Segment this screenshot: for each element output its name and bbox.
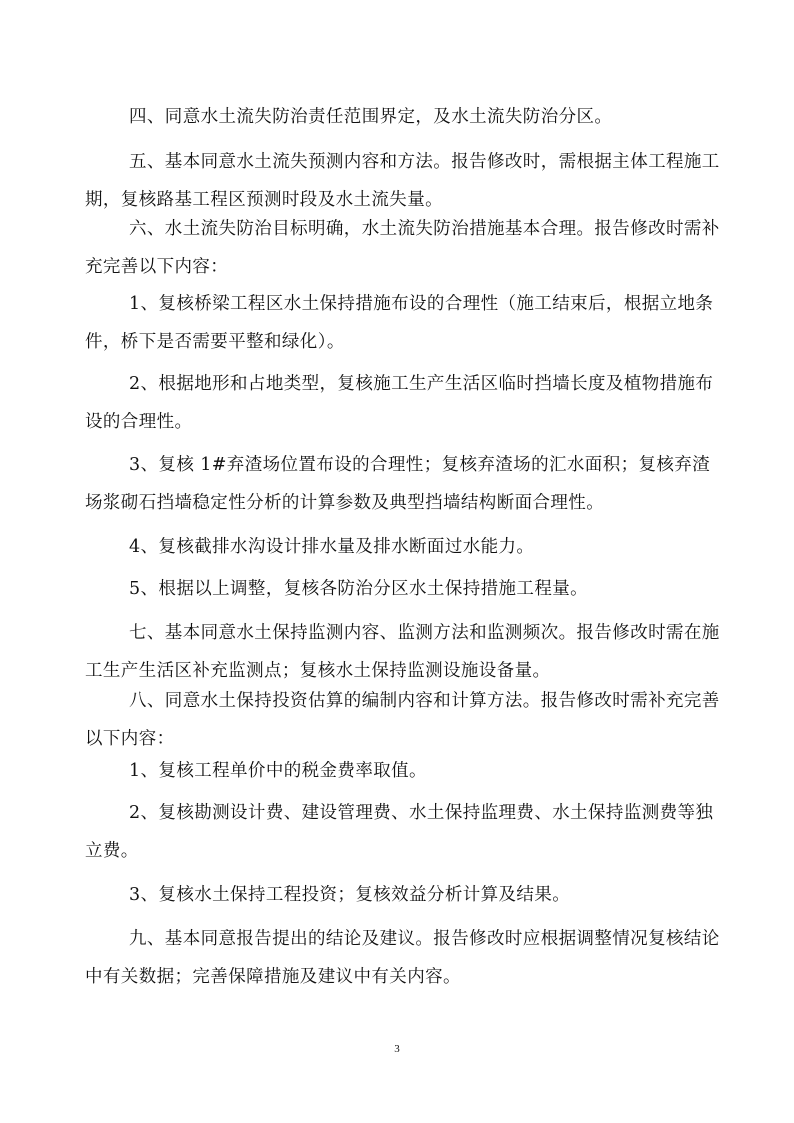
paragraph-6-item-1: 1、复核桥梁工程区水土保持措施布设的合理性（施工结束后，根据立地条件，桥下是否需要平整和绿化）。 xyxy=(85,294,714,352)
paragraph-6-item-4: 4、复核截排水沟设计排水量及排水断面过水能力。 xyxy=(129,537,535,557)
paragraph-4: 四、同意水土流失防治责任范围界定，及水土流失防治分区。 xyxy=(129,107,613,127)
paragraph-7: 七、基本同意水土保持监测内容、监测方法和监测频次。报告修改时需在施工生产生活区补充监测点；复核水土保持监测设施设备量。 xyxy=(85,623,720,681)
paragraph-9: 九、基本同意报告提出的结论及建议。报告修改时应根据调整情况复核结论中有关数据；完善保障措施及建议中有关内容。 xyxy=(85,929,720,987)
paragraph-8-item-3: 3、复核水土保持工程投资；复核效益分析计算及结果。 xyxy=(129,885,571,905)
paragraph-5: 五、基本同意水土流失预测内容和方法。报告修改时，需根据主体工程施工期，复核路基工程区预测时段及水土流失量。 xyxy=(85,152,720,210)
paragraph-6: 六、水土流失防治目标明确，水土流失防治措施基本合理。报告修改时需补充完善以下内容： xyxy=(85,219,720,277)
paragraph-8: 八、同意水土保持投资估算的编制内容和计算方法。报告修改时需补充完善以下内容： xyxy=(85,691,720,749)
page-number: 3 xyxy=(394,1043,400,1055)
paragraph-6-item-3: 3、复核 1#弃渣场位置布设的合理性；复核弃渣场的汇水面积；复核弃渣场浆砌石挡墙稳定性分析的计算参数及典型挡墙结构断面合理性。 xyxy=(85,455,711,513)
paragraph-6-item-5: 5、根据以上调整，复核各防治分区水土保持措施工程量。 xyxy=(129,579,589,599)
paragraph-8-item-1: 1、复核工程单价中的税金费率取值。 xyxy=(129,761,427,781)
paragraph-8-item-2: 2、复核勘测设计费、建设管理费、水土保持监理费、水土保持监测费等独立费。 xyxy=(85,803,714,861)
paragraph-6-item-2: 2、根据地形和占地类型，复核施工生产生活区临时挡墙长度及植物措施布设的合理性。 xyxy=(85,374,714,432)
